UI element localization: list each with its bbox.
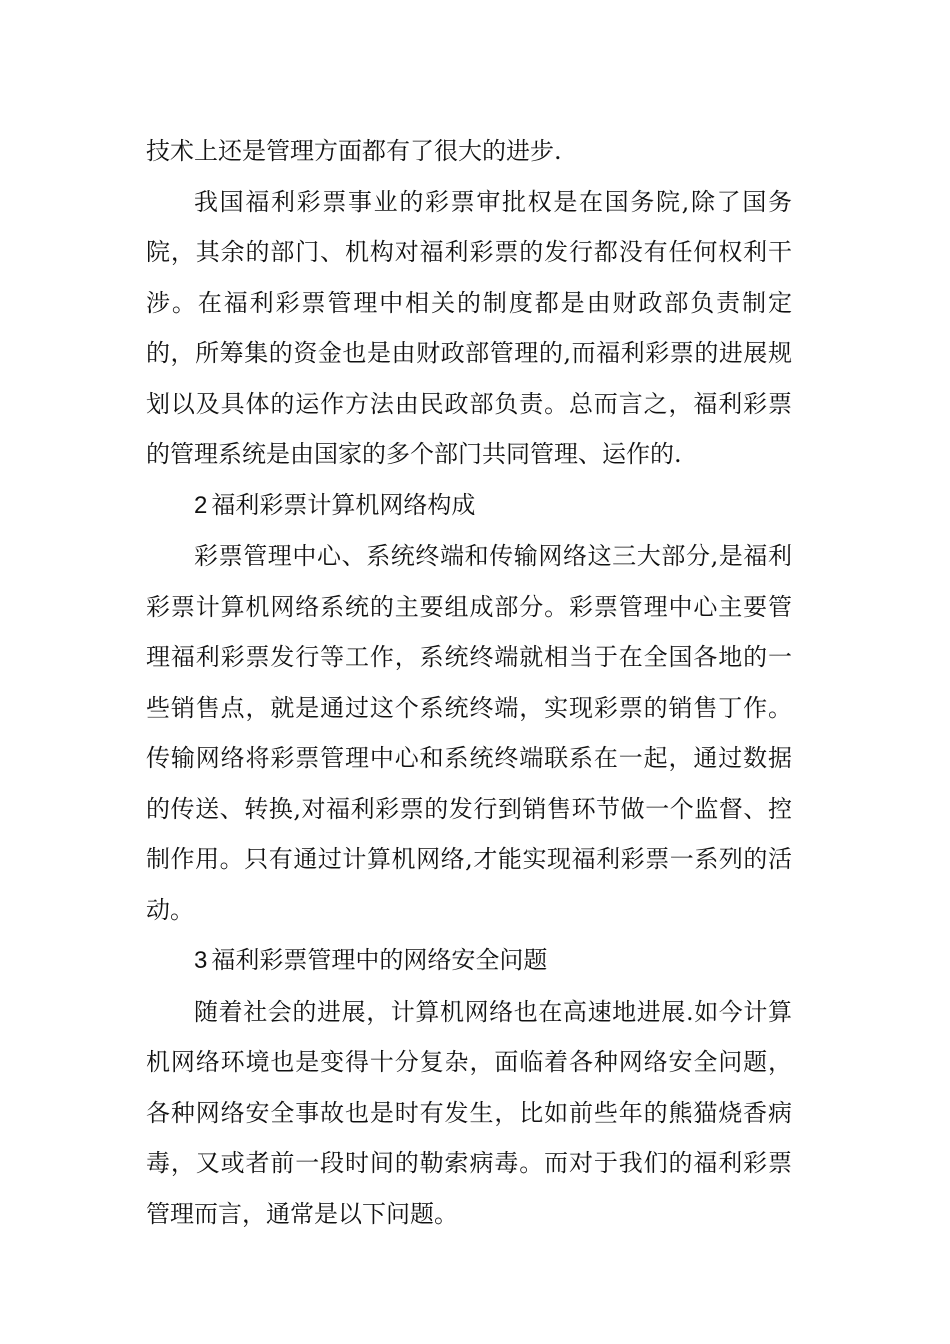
document-body [146, 126, 792, 1239]
section-number: 3 [194, 947, 208, 974]
section-heading-3 [146, 935, 792, 987]
section-title: 福利彩票计算机网络构成 [211, 490, 476, 519]
section-number: 2 [194, 491, 208, 519]
paragraph-security-issues: 随着社会的进展，计算机网络也在高速地进展.如今计算机网络环境也是变得十分复杂，面临着各种网络安全问题，各种网络安全事故也是时有发生，比如前些年的熊猫烧香病毒，又或者前一段时间的勒索病毒。而对于我们的福利彩票管理而言，通常是以下问题。 [146, 997, 792, 1228]
paragraph-approval-authority: 我国福利彩票事业的彩票审批权是在国务院,除了国务院，其余的部门、机构对福利彩票的发行都没有任何权利干涉。在福利彩票管理中相关的制度都是由财政部负责制定的，所筹集的资金也是由财政部管理的,而福利彩票的进展规划以及具体的运作方法由民政部负责。总而言之，福利彩票的管理系统是由国家的多个部门共同管理、运作的. [146, 187, 792, 468]
paragraph-continuation: 技术上还是管理方面都有了很大的进步. [146, 137, 562, 165]
paragraph-network-composition: 彩票管理中心、系统终端和传输网络这三大部分,是福利彩票计算机网络系统的主要组成部分。彩票管理中心主要管理福利彩票发行等工作，系统终端就相当于在全国各地的一些销售点，就是通过这个系统终端，实现彩票的销售丁作。传输网络将彩票管理中心和系统终端联系在一起，通过数据的传送、转换,对福利彩票的发行到销售环节做一个监督、控制作用。只有通过计算机网络,才能实现福利彩票一系列的活动。 [146, 542, 792, 924]
section-heading-2 [146, 480, 792, 532]
section-title: 福利彩票管理中的网络安全问题 [211, 946, 548, 974]
